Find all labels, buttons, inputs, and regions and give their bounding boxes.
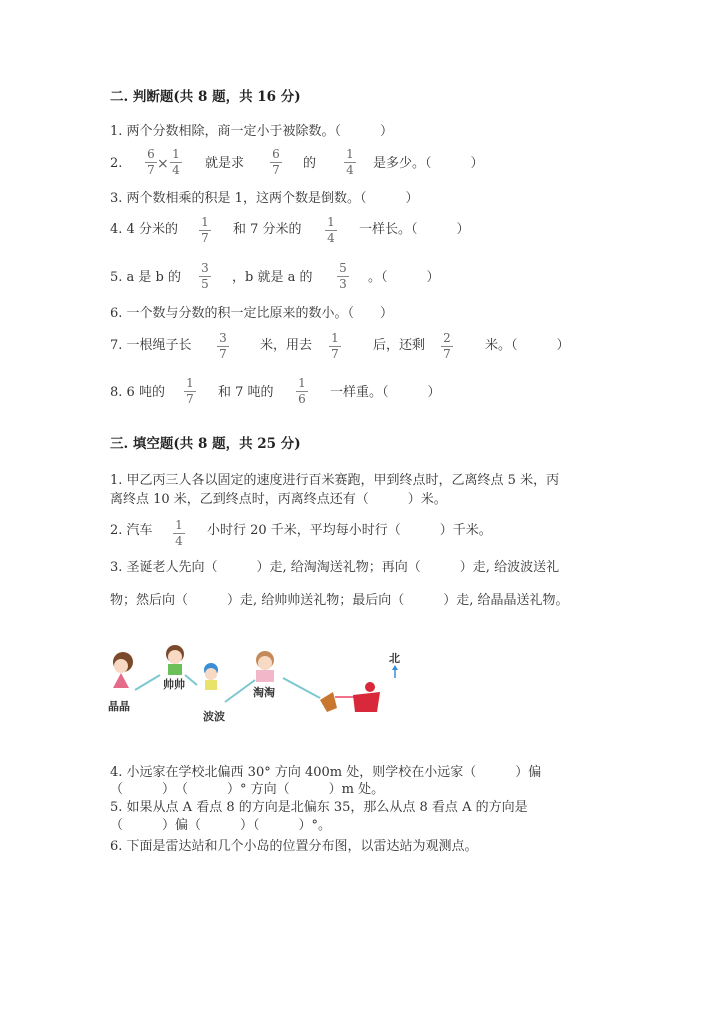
fraction: 1 6 (296, 377, 308, 406)
label-bobo: 波波 (203, 710, 225, 723)
fill-q4-line2: （ ） （ ）° 方向（ ）m 处。 (110, 782, 385, 797)
text: 2. 汽车 (110, 523, 153, 538)
text: 8. 6 吨的 (110, 385, 165, 400)
fraction: 5 3 (337, 262, 349, 291)
fraction: 6 7 (270, 148, 282, 177)
judge-q7 (110, 331, 610, 361)
text: 一样重。（ ） (330, 385, 441, 400)
fill-q1-line2: 离终点 10 米，乙到终点时，丙离终点还有（ ）米。 (110, 492, 447, 507)
fraction: 1 4 (325, 216, 337, 245)
text: 。（ ） (368, 270, 440, 285)
text: 的 (303, 156, 317, 171)
fraction: 1 7 (199, 216, 211, 245)
fraction: 1 7 (329, 332, 341, 361)
fraction: 2 7 (441, 332, 453, 361)
section-2-title: 二. 判断题(共 8 题，共 16 分) (110, 89, 301, 105)
judge-q8 (110, 376, 610, 406)
fill-q2 (110, 518, 610, 548)
fraction: 6 7 (145, 148, 157, 177)
text: 和 7 分米的 (233, 222, 302, 237)
fraction: 3 5 (199, 262, 211, 291)
fill-q4-line1: 4. 小远家在学校北偏西 30° 方向 400m 处，则学校在小远家（ ）偏 (110, 765, 542, 780)
text: 米。（ ） (485, 338, 570, 353)
q-number: 2. (110, 156, 123, 171)
text: 就是求 (205, 156, 245, 171)
fill-q5-line1: 5. 如果从点 A 看点 8 的方向是北偏东 35，那么从点 8 看点 A 的方向是 (110, 800, 528, 815)
text: 和 7 吨的 (218, 385, 274, 400)
times-sign: × (157, 156, 169, 172)
santa-route-figure (105, 640, 405, 725)
fraction: 1 4 (173, 519, 185, 548)
text: 4. 4 分米的 (110, 222, 178, 237)
judge-q2 (110, 147, 610, 177)
text: 米，用去 (260, 338, 313, 353)
jingjing-figure (113, 652, 133, 688)
fill-q1-line1: 1. 甲乙丙三人各以固定的速度进行百米赛跑，甲到终点时，乙离终点 5 米，丙 (110, 473, 560, 488)
label-north: 北 (389, 652, 400, 665)
judge-q3: 3. 两个数相乘的积是 1，这两个数是倒数。（ ） (110, 191, 419, 206)
fill-q3-line1: 3. 圣诞老人先向（ ）走, 给淘淘送礼物；再向（ ）走, 给波波送礼 (110, 560, 560, 575)
text: 7. 一根绳子长 (110, 338, 192, 353)
fraction: 1 4 (170, 148, 182, 177)
text: 5. a 是 b 的 (110, 270, 182, 285)
taotao-figure (256, 651, 274, 682)
text: ，b 就是 a 的 (232, 270, 313, 285)
text: 是多少。（ ） (373, 156, 484, 171)
santa-sleigh-figure (320, 682, 380, 712)
label-shuaishuai: 帅帅 (163, 678, 185, 691)
fraction: 1 7 (184, 377, 196, 406)
fill-q6: 6. 下面是雷达站和几个小岛的位置分布图，以雷达站为观测点。 (110, 839, 478, 854)
judge-q4 (110, 215, 610, 245)
text: 后，还剩 (373, 338, 426, 353)
fill-q3-line2: 物；然后向（ ）走, 给帅帅送礼物；最后向（ ）走, 给晶晶送礼物。 (110, 593, 569, 608)
bobo-figure (204, 663, 218, 690)
text: 小时行 20 千米，平均每小时行（ ）千米。 (207, 523, 492, 538)
judge-q5 (110, 261, 610, 291)
judge-q1: 1. 两个分数相除，商一定小于被除数。（ ） (110, 124, 394, 139)
fraction: 3 7 (217, 332, 229, 361)
fraction: 1 4 (344, 148, 356, 177)
label-jingjing: 晶晶 (108, 700, 130, 713)
text: 一样长。（ ） (359, 222, 470, 237)
label-taotao: 淘淘 (253, 686, 275, 699)
shuaishuai-figure (166, 645, 184, 675)
judge-q6: 6. 一个数与分数的积一定比原来的数小。（ ） (110, 306, 394, 321)
section-3-title: 三. 填空题(共 8 题，共 25 分) (110, 436, 301, 452)
fill-q5-line2: （ ）偏（ ）（ ）°。 (110, 818, 332, 833)
